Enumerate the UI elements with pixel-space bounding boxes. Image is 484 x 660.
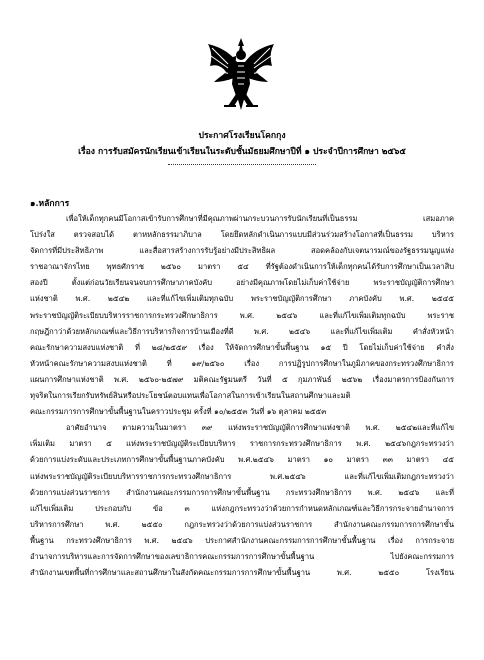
body-line: คณะรักษาความสงบแห่งชาติ ที่ ๒๘/๒๕๕๙ เรื่อง ให้จัดการศึกษาขั้นพื้นฐาน ๑๕ ปี โดยไม่เก็บค่าใช้จ่าย คำสั่ง: [30, 342, 454, 352]
body-line: อาศัยอำนาจ ตามความในมาตรา ๓๙ แห่งพระราชบัญญัติการศึกษาแห่งชาติ พ.ศ. ๒๕๔๒และที่แก้ไข: [66, 423, 454, 433]
body-line: ด้วยการแบ่งส่วนราชการ สำนักงานคณะกรรมการการศึกษาขั้นพื้นฐาน กระทรวงศึกษาธิการ พ.ศ. ๒๕๔๖ และที่: [30, 487, 454, 497]
body-line: พื้นฐาน กระทรวงศึกษาธิการ พ.ศ. ๒๕๔๖ ประกาศสำนักงานคณะกรรมการการศึกษาขั้นพื้นฐาน เรื่อง การกระจาย: [30, 535, 454, 545]
body-line: หัวหน้าคณะรักษาความสงบแห่งชาติ ที่ ๑๙/๒๕๖๐ เรื่อง การปฏิรูปการศึกษาในภูมิภาคของกระทรวงศึกษาธิการ: [30, 358, 454, 368]
body-line: แห่งชาติ พ.ศ. ๒๕๔๒ และที่แก้ไขเพิ่มเติมทุกฉบับ พระราชบัญญัติการศึกษา ภาคบังคับ พ.ศ. ๒๕๔๕: [30, 294, 454, 304]
body-text: [30, 211, 454, 581]
body-line: โปร่งใส ตรวจสอบได้ ตาหหลักธรรมาภิบาล โดยยึดหลักดำเนินการแบบมีส่วนร่วมสร้างโอกาสที่เป็นธรรม บริหาร: [30, 230, 454, 240]
body-line: คณะกรรมการการศึกษาขั้นพื้นฐานในคราวประชุม ครั้งที่ ๑๐/๒๕๕๓ วันที่ ๑๖ ตุลาคม ๒๕๕๓: [30, 407, 327, 417]
body-line: บริหารการศึกษา พ.ศ. ๒๕๕๐ กฎกระทรวงว่าด้วยการแบ่งส่วนราชการ สำนักงานคณะกรรมการการศึกษาขั้น: [30, 519, 454, 529]
section-heading: ๑.หลักการ: [30, 199, 70, 209]
body-line: สำนักงานเขตพื้นที่การศึกษาและสถานศึกษาในสังกัดคณะกรรมการการศึกษาขั้นพื้นฐาน พ.ศ. ๒๕๕๐ โรงเรียน: [30, 568, 454, 578]
body-line: อำนาจการบริหารและการจัดการศึกษาของเลขาธิการคณะกรรมการการศึกษาขั้นพื้นฐาน ไปยังคณะกรรมการ: [30, 551, 454, 561]
body-line: ราชอาณาจักรไทย พุทธศักราช ๒๕๖๐ มาตรา ๕๔ ที่รัฐต้องดำเนินการให้เด็กทุกคนได้รับการศึกษาเป็นเวลาสิบ: [30, 262, 454, 272]
body-line: สองปี ตั้งแต่ก่อนวัยเรียนจนจบการศึกษาภาคบังคับ อย่างมีคุณภาพโดยไม่เก็บค่าใช้จ่าย พระราชบัญญัติการศึกษา: [30, 278, 454, 288]
body-line: เพิ่มเติม มาตรา ๕ แห่งพระราชบัญญัติระเบียบบริหาร ราชการกระทรวงศึกษาธิการ พ.ศ. ๒๕๔๖กฎกระทรวงว่า: [30, 439, 454, 449]
announcement-title: ประกาศโรงเรียนโคกกุง: [198, 131, 286, 141]
title-divider: [168, 164, 316, 165]
subject-line: เรื่อง การรับสมัครนักเรียนเข้าเรียนในระดับชั้นมัธยมศึกษาปีที่ ๑ ประจำปีการศึกษา ๒๕๖๕: [78, 147, 406, 157]
body-line: แห่งพระราชบัญญัติระเบียบบริหารราชการกระทรวงศึกษาธิการ พ.ศ.๒๕๔๖ และที่แก้ไขเพิ่มเติมกฎกระทรวงว่า: [30, 471, 454, 481]
body-line: จัดการที่มีประสิทธิภาพ และสื่อสารสร้างการรับรู้อย่างมีประสิทธิผล สอดคล้องกับเจตนารมณ์ของรัฐธรรมนูญแห่ง: [30, 246, 454, 256]
body-line: เพื่อให้เด็กทุกคนมีโอกาสเข้ารับการศึกษาที่มีคุณภาพผ่านกระบวนการรับนักเรียนที่เป็นธรรม เสมอภาค: [66, 214, 454, 223]
body-line: ทุจริตในการเรียกรับทรัพย์สินหรือประโยชน์ตอบแทนเพื่อโอกาสในการเข้าเรียนในสถานศึกษาและมติ: [30, 391, 351, 401]
garuda-emblem-icon: [206, 36, 276, 112]
body-line: แก้ไขเพิ่มเติม ประกอบกับ ข้อ ๓ แห่งกฎกระทรวงว่าด้วยการกำหนดหลักเกณฑ์และวิธีการกระจายอำนาจการ: [30, 503, 454, 513]
body-line: ด้วยการแบ่งระดับและประเภทการศึกษาขั้นพื้นฐานภาคบังคับ พ.ศ.๒๕๔๖ มาตรา ๑๐ มาตรา ๓๓ มาตรา ๔๕: [30, 455, 454, 465]
body-line: พระราชบัญญัติระเบียบบริหารราชการกระทรวงศึกษาธิการ พ.ศ. ๒๕๔๖ และที่แก้ไขเพิ่มเติมทุกฉบับ พระราช: [30, 310, 454, 320]
body-line: กฤษฎีกาว่าด้วยหลักเกณฑ์และวิธีการบริหารกิจการบ้านเมืองที่ดี พ.ศ. ๒๕๔๖ และที่แก้ไขเพิ่มเติม คำสั่งหัวหน้า: [30, 326, 454, 336]
body-line: แผนการศึกษาแห่งชาติ พ.ศ. ๒๕๖๐-๒๕๗๙ มติคณะรัฐมนตรี วันที่ ๕ กุมภาพันธ์ ๒๕๖๒ เรื่องมาตรการป้องกันการ: [30, 374, 454, 384]
